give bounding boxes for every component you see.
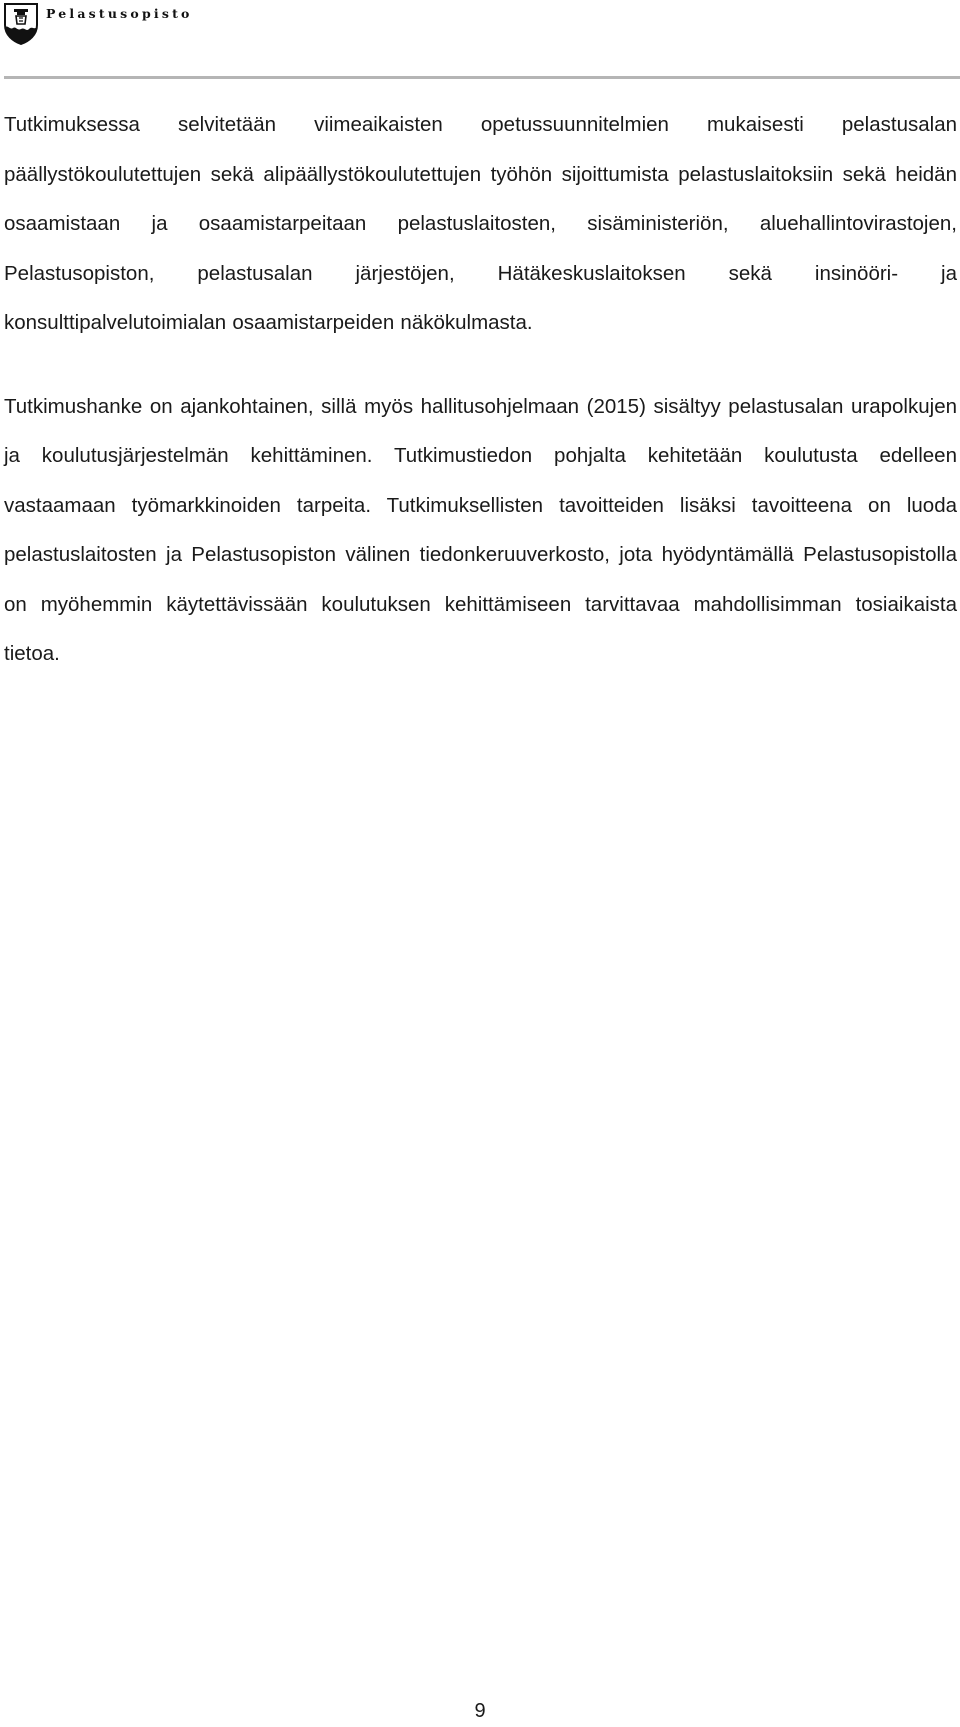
pelastusopisto-logo-icon	[4, 3, 38, 45]
page-number: 9	[474, 1700, 486, 1722]
header-divider	[4, 76, 960, 79]
header	[4, 2, 193, 46]
document-body	[4, 100, 957, 679]
logo-wordmark: Pelastusopisto	[46, 5, 193, 21]
paragraph-1: Tutkimuksessa selvitetään viimeaikaisten opetussuunnitelmien mukaisesti pelastusalan päällystökoulutettujen sekä alipäällystökoulutettujen työhön sijoittumista pelastuslaitoksiin sekä heidän osaamistaan ja osaamistarpeitaan pelastuslaitosten, sisäministeriön, aluehallintovirastojen, Pelastusopiston, pelastusalan järjestöjen, Hätäkeskuslaitoksen sekä insinööri- ja konsulttipalvelutoimialan osaamistarpeiden näkökulmasta.	[4, 113, 957, 334]
paragraph-2: Tutkimushanke on ajankohtainen, sillä myös hallitusohjelmaan (2015) sisältyy pelastusalan urapolkujen ja koulutusjärjestelmän kehittäminen. Tutkimustiedon pohjalta kehitetään koulutusta edelleen vastaamaan työmarkkinoiden tarpeita. Tutkimuksellisten tavoitteiden lisäksi tavoitteena on luoda pelastuslaitosten ja Pelastusopiston välinen tiedonkeruuverkosto, jota hyödyntämällä Pelastusopistolla on myöhemmin käytettävissään koulutuksen kehittämiseen tarvittavaa mahdollisimman tosiaikaista tietoa.	[4, 394, 957, 665]
